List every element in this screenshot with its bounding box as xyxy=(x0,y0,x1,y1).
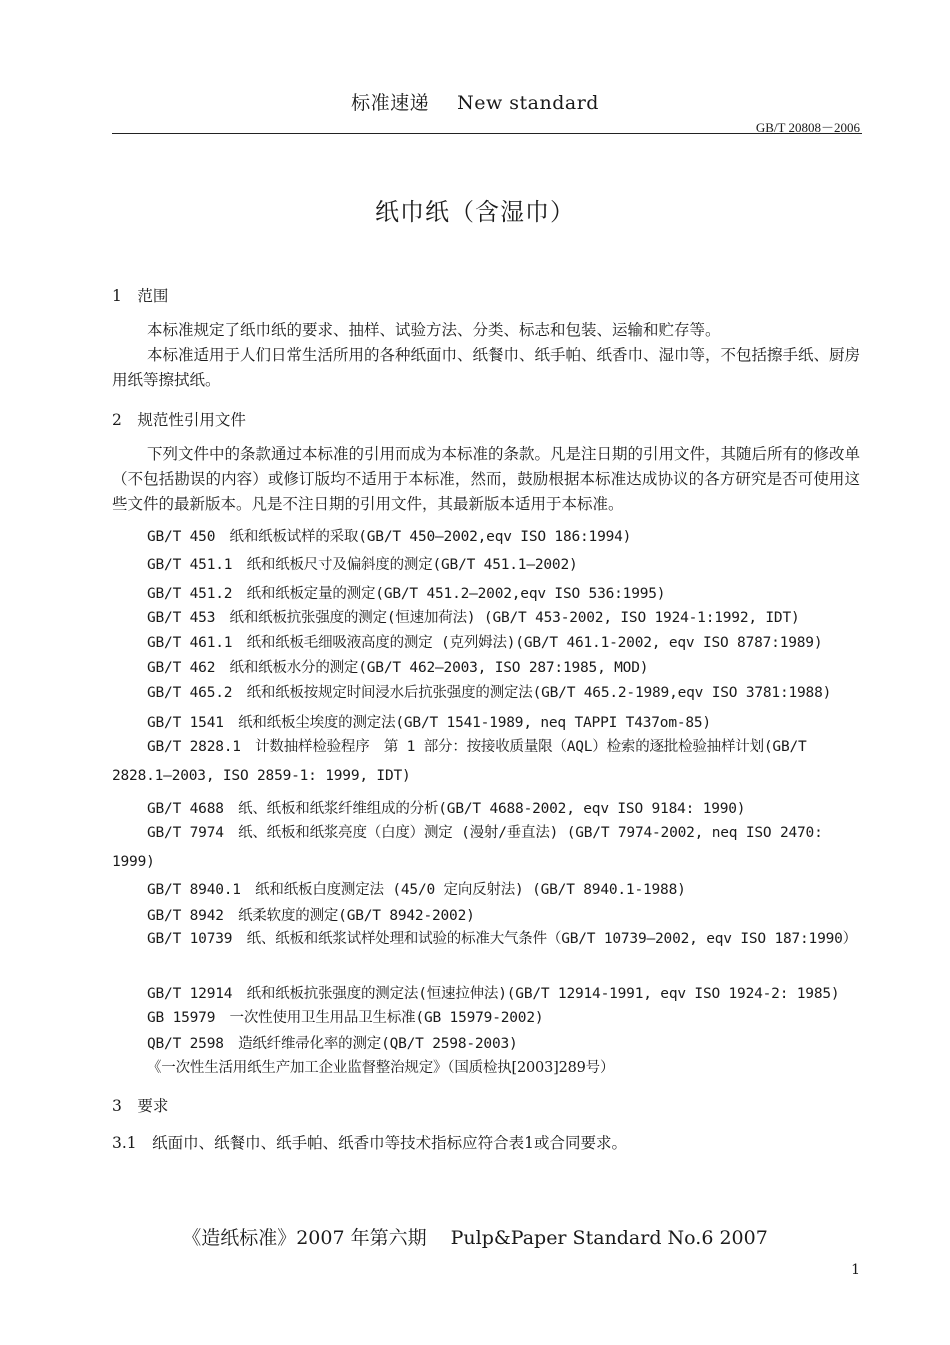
reference-item: GB/T 2828.1 计数抽样检验程序 第 1 部分：按接收质量限（AQL）检索的逐批检验抽样计划(GB/T 2828.1—2003, ISO 2859-1: 1999, IDT) xyxy=(112,739,807,784)
section-2-heading: 2 规范性引用文件 xyxy=(112,411,246,429)
journal-footer xyxy=(0,1223,950,1250)
header-divider xyxy=(112,133,862,134)
footer-journal-cn: 《造纸标准》2007 年第六期 xyxy=(182,1227,427,1249)
reference-item: GB/T 450 纸和纸板试样的采取(GB/T 450—2002,eqv ISO 186:1994) xyxy=(147,529,632,545)
section-3-heading: 3 要求 xyxy=(112,1097,169,1115)
section-1-heading: 1 范围 xyxy=(112,287,169,305)
reference-item: GB/T 461.1 纸和纸板毛细吸液高度的测定 (克列姆法)(GB/T 461.1-2002, eqv ISO 8787:1989) xyxy=(147,635,823,651)
reference-item: GB/T 451.2 纸和纸板定量的测定(GB/T 451.2—2002,eqv ISO 536:1995) xyxy=(147,586,666,602)
header-title-en: New standard xyxy=(457,92,599,114)
reference-item: GB/T 465.2 纸和纸板按规定时间浸水后抗张强度的测定法(GB/T 465.2-1989,eqv ISO 3781:1988) xyxy=(147,685,832,701)
footer-journal-en: Pulp&Paper Standard No.6 2007 xyxy=(450,1227,768,1249)
reference-item: 《一次性生活用纸生产加工企业监督整治规定》（国质检执[2003]289号） xyxy=(147,1060,615,1076)
reference-item: GB/T 8942 纸柔软度的测定(GB/T 8942-2002) xyxy=(147,908,475,924)
running-header xyxy=(0,88,950,115)
reference-item: GB 15979 一次性使用卫生用品卫生标准(GB 15979-2002) xyxy=(147,1010,544,1026)
reference-item: GB/T 451.1 纸和纸板尺寸及偏斜度的测定(GB/T 451.1—2002) xyxy=(147,557,578,573)
clause-3-1: 3.1 纸面巾、纸餐巾、纸手帕、纸香巾等技术指标应符合表1或合同要求。 xyxy=(112,1134,628,1152)
reference-item: GB/T 12914 纸和纸板抗张强度的测定法(恒速拉伸法)(GB/T 12914-1991, eqv ISO 1924-2: 1985) xyxy=(147,986,840,1002)
reference-item: QB/T 2598 造纸纤维帚化率的测定(QB/T 2598-2003) xyxy=(147,1036,518,1052)
header-title-cn: 标准速递 xyxy=(351,92,430,114)
reference-item: GB/T 462 纸和纸板水分的测定(GB/T 462—2003, ISO 287:1985, MOD) xyxy=(147,660,649,676)
reference-item: GB/T 453 纸和纸板抗张强度的测定(恒速加荷法) (GB/T 453-2002, ISO 1924-1:1992, IDT) xyxy=(147,610,800,626)
standard-number: GB/T 20808－2006 xyxy=(755,120,860,135)
section-1-paragraph-2: 本标准适用于人们日常生活所用的各种纸面巾、纸餐巾、纸手帕、纸香巾、湿巾等，不包括擦手纸、厨房用纸等擦拭纸。 xyxy=(112,346,861,389)
reference-item: GB/T 4688 纸、纸板和纸浆纤维组成的分析(GB/T 4688-2002, eqv ISO 9184: 1990) xyxy=(147,801,746,817)
page-number: 1 xyxy=(851,1262,860,1278)
reference-item: GB/T 1541 纸和纸板尘埃度的测定法(GB/T 1541-1989, neq TAPPI T437om-85) xyxy=(147,715,711,731)
reference-item: GB/T 10739 纸、纸板和纸浆试样处理和试验的标准大气条件（GB/T 10739—2002, eqv ISO 187:1990） xyxy=(147,931,857,947)
reference-item: GB/T 7974 纸、纸板和纸浆亮度（白度）测定 (漫射/垂直法) (GB/T 7974-2002, neq ISO 2470: 1999) xyxy=(112,825,823,870)
document-title: 纸巾纸（含湿巾） xyxy=(375,198,575,226)
section-2-intro: 下列文件中的条款通过本标准的引用而成为本标准的条款。凡是注日期的引用文件，其随后所有的修改单（不包括勘误的内容）或修订版均不适用于本标准，然而，鼓励根据本标准达成协议的各方研究是否可使用这些文件的最新版本。凡是不注日期的引用文件，其最新版本适用于本标准。 xyxy=(112,445,861,513)
reference-item: GB/T 8940.1 纸和纸板白度测定法 (45/0 定向反射法) (GB/T 8940.1-1988) xyxy=(147,882,686,898)
section-1-paragraph-1: 本标准规定了纸巾纸的要求、抽样、试验方法、分类、标志和包装、运输和贮存等。 xyxy=(147,321,721,339)
